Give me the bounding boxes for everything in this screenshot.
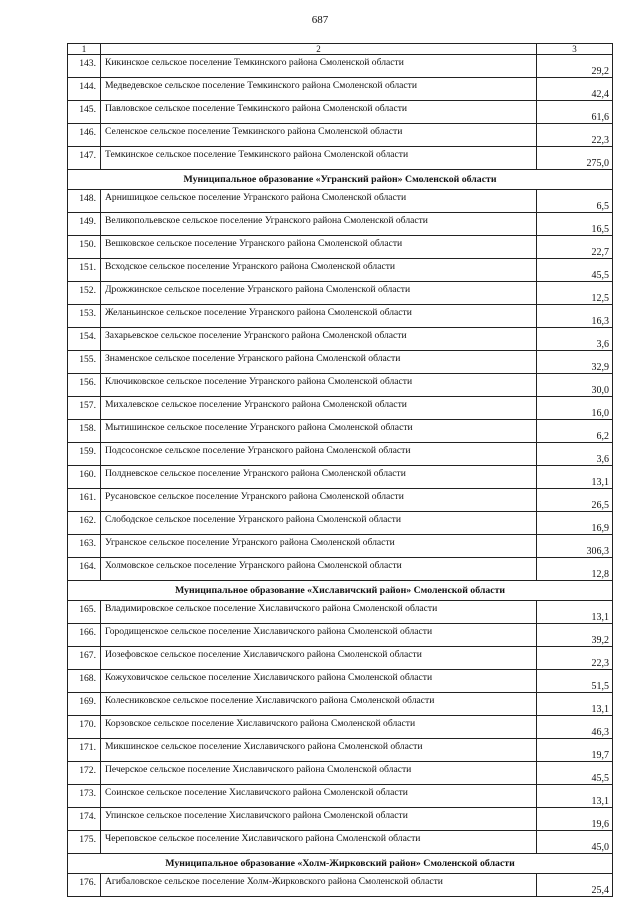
table-row (68, 647, 613, 670)
row-number: 170. (68, 716, 101, 739)
amount-value: 6,5 (537, 190, 613, 213)
table-row (68, 124, 613, 147)
amount-value: 29,2 (537, 55, 613, 78)
column-header: 3 (537, 44, 613, 55)
table-row (68, 351, 613, 374)
row-number: 152. (68, 282, 101, 305)
table-row (68, 785, 613, 808)
settlement-name: Дрожжинское сельское поселение Угранского района Смоленской области (101, 282, 537, 305)
settlement-name: Русановское сельское поселение Угранского района Смоленской области (101, 489, 537, 512)
amount-value: 22,3 (537, 647, 613, 670)
settlement-name: Иозефовское сельское поселение Хиславичского района Смоленской области (101, 647, 537, 670)
page-number: 687 (311, 14, 329, 26)
table-row (68, 716, 613, 739)
amount-value: 3,6 (537, 443, 613, 466)
table-row (68, 397, 613, 420)
amount-value: 13,1 (537, 693, 613, 716)
amount-value: 26,5 (537, 489, 613, 512)
row-number: 146. (68, 124, 101, 147)
amount-value: 12,5 (537, 282, 613, 305)
settlement-name: Микшинское сельское поселение Хиславичского района Смоленской области (101, 739, 537, 762)
table-row (68, 236, 613, 259)
amount-value: 39,2 (537, 624, 613, 647)
amount-value: 22,3 (537, 124, 613, 147)
amount-value: 22,7 (537, 236, 613, 259)
table-row (68, 762, 613, 785)
amount-value: 13,1 (537, 466, 613, 489)
table-row (68, 601, 613, 624)
section-header-row (68, 170, 613, 190)
section-header-row (68, 581, 613, 601)
table-row (68, 213, 613, 236)
row-number: 169. (68, 693, 101, 716)
table-header-row (68, 44, 613, 55)
amount-value: 16,0 (537, 397, 613, 420)
row-number: 157. (68, 397, 101, 420)
row-number: 172. (68, 762, 101, 785)
settlement-name: Вешковское сельское поселение Угранского района Смоленской области (101, 236, 537, 259)
row-number: 163. (68, 535, 101, 558)
settlement-name: Всходское сельское поселение Угранского района Смоленской области (101, 259, 537, 282)
settlement-name: Арнишицкое сельское поселение Угранского района Смоленской области (101, 190, 537, 213)
row-number: 167. (68, 647, 101, 670)
table-row (68, 466, 613, 489)
table-row (68, 282, 613, 305)
settlement-name: Упинское сельское поселение Хиславичского района Смоленской области (101, 808, 537, 831)
table-row (68, 535, 613, 558)
settlement-name: Желаньинское сельское поселение Угранского района Смоленской области (101, 305, 537, 328)
table-row (68, 259, 613, 282)
settlement-name: Слободское сельское поселение Угранского района Смоленской области (101, 512, 537, 535)
table-row (68, 831, 613, 854)
settlement-name: Ключиковское сельское поселение Угранского района Смоленской области (101, 374, 537, 397)
row-number: 174. (68, 808, 101, 831)
settlement-name: Захарьевское сельское поселение Угранского района Смоленской области (101, 328, 537, 351)
settlement-name: Череповское сельское поселение Хиславичского района Смоленской области (101, 831, 537, 854)
amount-value: 61,6 (537, 101, 613, 124)
amount-value: 16,3 (537, 305, 613, 328)
row-number: 168. (68, 670, 101, 693)
table-row (68, 305, 613, 328)
amount-value: 275,0 (537, 147, 613, 170)
distribution-table (67, 43, 613, 897)
row-number: 165. (68, 601, 101, 624)
column-header: 1 (68, 44, 101, 55)
row-number: 144. (68, 78, 101, 101)
settlement-name: Кикинское сельское поселение Темкинского района Смоленской области (101, 55, 537, 78)
table-row (68, 190, 613, 213)
table-row (68, 512, 613, 535)
table-row (68, 55, 613, 78)
row-number: 156. (68, 374, 101, 397)
settlement-name: Соинское сельское поселение Хиславичского района Смоленской области (101, 785, 537, 808)
table-row (68, 624, 613, 647)
table-row (68, 328, 613, 351)
table-row (68, 558, 613, 581)
settlement-name: Темкинское сельское поселение Темкинского района Смоленской области (101, 147, 537, 170)
row-number: 151. (68, 259, 101, 282)
section-header-row (68, 854, 613, 874)
amount-value: 45,5 (537, 259, 613, 282)
amount-value: 25,4 (537, 874, 613, 897)
table-row (68, 78, 613, 101)
section-title: Муниципальное образование «Хиславичский район» Смоленской области (68, 581, 613, 601)
row-number: 149. (68, 213, 101, 236)
settlement-name: Кожуховичское сельское поселение Хиславичского района Смоленской области (101, 670, 537, 693)
row-number: 162. (68, 512, 101, 535)
amount-value: 16,9 (537, 512, 613, 535)
amount-value: 51,5 (537, 670, 613, 693)
table-row (68, 147, 613, 170)
settlement-name: Холмовское сельское поселение Угранского района Смоленской области (101, 558, 537, 581)
settlement-name: Великопольевское сельское поселение Угранского района Смоленской области (101, 213, 537, 236)
settlement-name: Агибаловское сельское поселение Холм-Жирковского района Смоленской области (101, 874, 537, 897)
row-number: 155. (68, 351, 101, 374)
amount-value: 46,3 (537, 716, 613, 739)
amount-value: 45,0 (537, 831, 613, 854)
amount-value: 19,7 (537, 739, 613, 762)
settlement-name: Мытишинское сельское поселение Угранского района Смоленской области (101, 420, 537, 443)
amount-value: 13,1 (537, 785, 613, 808)
row-number: 166. (68, 624, 101, 647)
amount-value: 6,2 (537, 420, 613, 443)
table-row (68, 739, 613, 762)
settlement-name: Колесниковское сельское поселение Хиславичского района Смоленской области (101, 693, 537, 716)
table-row (68, 693, 613, 716)
settlement-name: Владимировское сельское поселение Хиславичского района Смоленской области (101, 601, 537, 624)
row-number: 154. (68, 328, 101, 351)
section-title: Муниципальное образование «Холм-Жирковский район» Смоленской области (68, 854, 613, 874)
amount-value: 13,1 (537, 601, 613, 624)
row-number: 160. (68, 466, 101, 489)
settlement-name: Знаменское сельское поселение Угранского района Смоленской области (101, 351, 537, 374)
row-number: 175. (68, 831, 101, 854)
table-row (68, 443, 613, 466)
column-header: 2 (101, 44, 537, 55)
settlement-name: Селенское сельское поселение Темкинского района Смоленской области (101, 124, 537, 147)
table-row (68, 874, 613, 897)
amount-value: 42,4 (537, 78, 613, 101)
settlement-name: Угранское сельское поселение Угранского района Смоленской области (101, 535, 537, 558)
row-number: 147. (68, 147, 101, 170)
amount-value: 45,5 (537, 762, 613, 785)
amount-value: 19,6 (537, 808, 613, 831)
section-title: Муниципальное образование «Угранский район» Смоленской области (68, 170, 613, 190)
amount-value: 306,3 (537, 535, 613, 558)
row-number: 164. (68, 558, 101, 581)
row-number: 159. (68, 443, 101, 466)
settlement-name: Городищенское сельское поселение Хиславичского района Смоленской области (101, 624, 537, 647)
table-row (68, 420, 613, 443)
table-body (68, 55, 613, 897)
row-number: 145. (68, 101, 101, 124)
settlement-name: Корзовское сельское поселение Хиславичского района Смоленской области (101, 716, 537, 739)
amount-value: 16,5 (537, 213, 613, 236)
table-row (68, 670, 613, 693)
settlement-name: Подсосонское сельское поселение Угранского района Смоленской области (101, 443, 537, 466)
settlement-name: Полдневское сельское поселение Угранского района Смоленской области (101, 466, 537, 489)
table-row (68, 808, 613, 831)
table-row (68, 374, 613, 397)
amount-value: 12,8 (537, 558, 613, 581)
row-number: 171. (68, 739, 101, 762)
row-number: 143. (68, 55, 101, 78)
row-number: 148. (68, 190, 101, 213)
amount-value: 32,9 (537, 351, 613, 374)
row-number: 158. (68, 420, 101, 443)
row-number: 153. (68, 305, 101, 328)
row-number: 161. (68, 489, 101, 512)
settlement-name: Печерское сельское поселение Хиславичского района Смоленской области (101, 762, 537, 785)
settlement-name: Павловское сельское поселение Темкинского района Смоленской области (101, 101, 537, 124)
table-row (68, 489, 613, 512)
settlement-name: Михалевское сельское поселение Угранского района Смоленской области (101, 397, 537, 420)
row-number: 173. (68, 785, 101, 808)
amount-value: 3,6 (537, 328, 613, 351)
settlement-name: Медведевское сельское поселение Темкинского района Смоленской области (101, 78, 537, 101)
row-number: 176. (68, 874, 101, 897)
row-number: 150. (68, 236, 101, 259)
amount-value: 30,0 (537, 374, 613, 397)
table-row (68, 101, 613, 124)
